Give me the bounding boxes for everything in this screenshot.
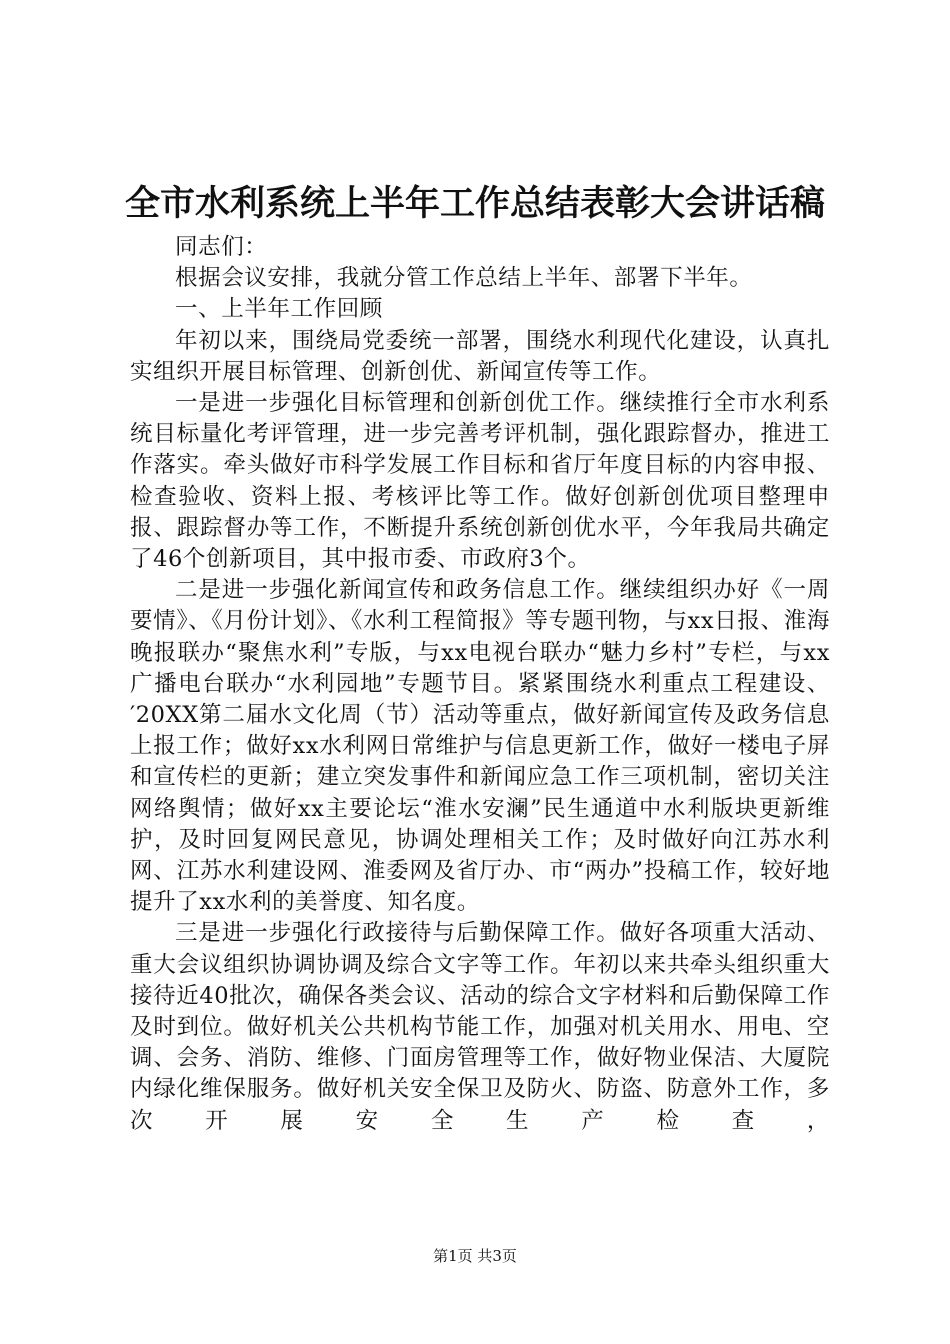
document-body [130, 232, 830, 1137]
document-title: 全市水利系统上半年工作总结表彰大会讲话稿 [124, 183, 825, 224]
section-heading: 一、上半年工作回顾 [175, 296, 383, 323]
overview-paragraph: 年初以来，围绕局党委统一部署，围绕水利现代化建设，认真扎实组织开展目标管理、创新创优、新闻宣传等工作。 [130, 327, 830, 385]
page-footer: 第1页 共3页 [433, 1247, 517, 1265]
intro-paragraph: 根据会议安排，我就分管工作总结上半年、部署下半年。 [175, 265, 753, 292]
news-publicity-paragraph: 二是进一步强化新闻宣传和政务信息工作。继续组织办好《一周要情》、《月份计划》、《水利工程简报》等专题刊物，与xx日报、淮海晚报联办“聚焦水利”专版，与xx电视台联办“魅力乡村”专栏，与xx广播电台联办“水利园地”专题节目。紧紧围绕水利重点工程建设、′20XX第二届水文化周（节）活动等重点，做好新闻宣传及政务信息上报工作；做好xx水利网日常维护与信息更新工作，做好一楼电子屏和宣传栏的更新；建立突发事件和新闻应急工作三项机制，密切关注网络舆情；做好xx主要论坛“淮水安澜”民生通道中水利版块更新维护，及时回复网民意见，协调处理相关工作；及时做好向江苏水利网、江苏水利建设网、淮委网及省厅办、市“两办”投稿工作，较好地提升了xx水利的美誉度、知名度。 [130, 577, 830, 916]
logistics-paragraph: 三是进一步强化行政接待与后勤保障工作。做好各项重大活动、重大会议组织协调协调及综合文字等工作。年初以来共牵头组织重大接待近40批次，确保各类会议、活动的综合文字材料和后勤保障工作及时到位。做好机关公共机构节能工作，加强对机关用水、用电、空调、会务、消防、维修、门面房管理等工作，做好物业保洁、大厦院内绿化维保服务。做好机关安全保卫及防火、防盗、防意外工作，多次开展安全生产检查， [130, 920, 830, 1134]
salutation: 同志们： [175, 234, 268, 260]
target-management-paragraph: 一是进一步强化目标管理和创新创优工作。继续推行全市水利系统目标量化考评管理，进一步完善考评机制，强化跟踪督办，推进工作落实。牵头做好市科学发展工作目标和省厅年度目标的内容申报、检查验收、资料上报、考核评比等工作。做好创新创优项目整理申报、跟踪督办等工作，不断提升系统创新创优水平，今年我局共确定了46个创新项目，其中报市委、市政府3个。 [130, 390, 830, 573]
